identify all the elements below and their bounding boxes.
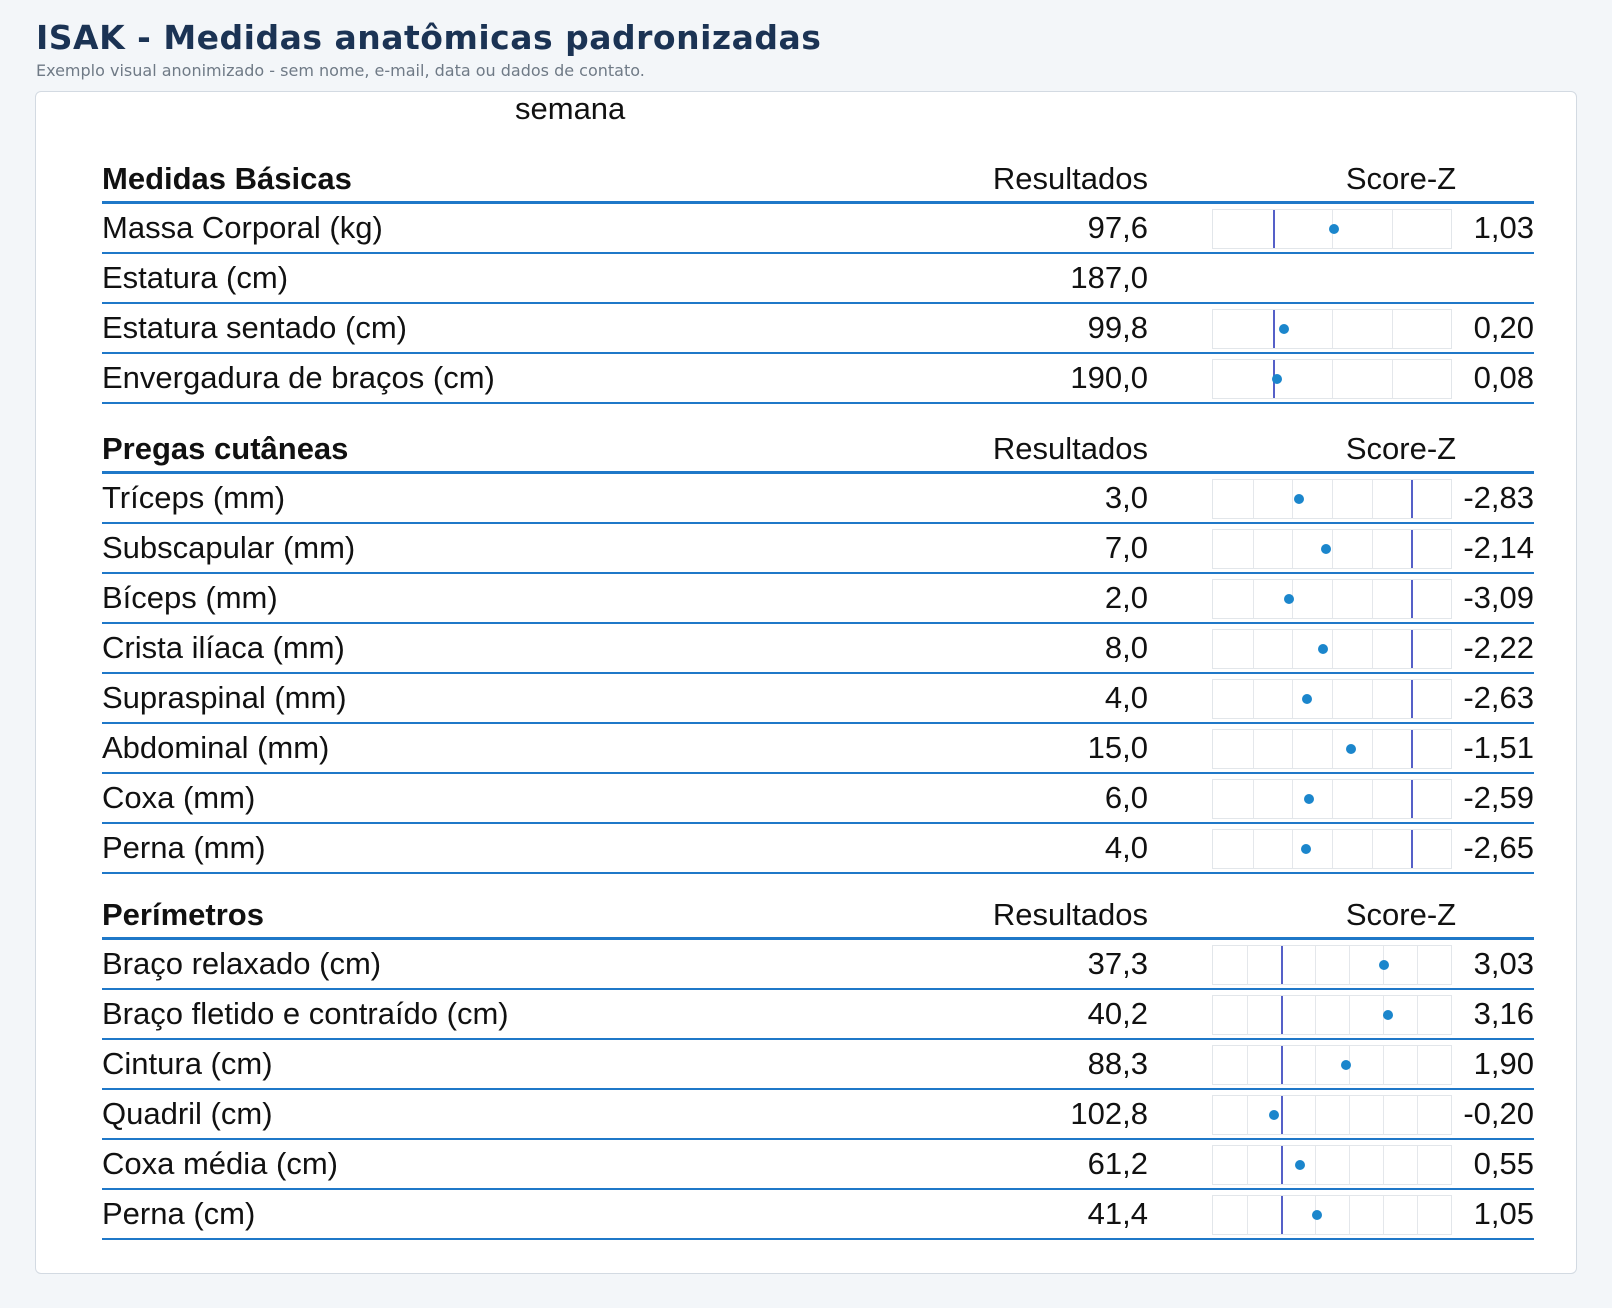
measurement-value: 187,0 [1070,260,1148,295]
measurement-value: 2,0 [1104,580,1148,615]
zscore-gridline [1383,1046,1384,1084]
zscore-gridline [1253,730,1254,768]
zscore-gridline [1417,1096,1418,1134]
zscore-gridline [1372,680,1373,718]
zscore-gridline [1292,780,1293,818]
measurement-value: 4,0 [1104,830,1148,865]
zscore-gridline [1247,946,1248,984]
zscore-value: 0,55 [1473,1146,1534,1181]
page-title: ISAK - Medidas anatômicas padronizadas [36,18,822,57]
zscore-reference-line [1281,1146,1283,1184]
zscore-bar [1212,679,1452,719]
zscore-gridline [1253,780,1254,818]
zscore-dot [1321,544,1331,554]
measurement-label: Tríceps (mm) [102,480,286,515]
measurement-row [102,254,1534,304]
measurement-label: Bíceps (mm) [102,580,278,615]
zscore-dot [1304,794,1314,804]
measurement-row [102,1090,1534,1140]
zscore-gridline [1392,310,1393,348]
zscore-gridline [1247,1046,1248,1084]
zscore-dot [1294,494,1304,504]
results-column-header: Resultados [992,161,1148,196]
zscore-gridline [1332,310,1333,348]
zscore-gridline [1253,580,1254,618]
zscore-column-header: Score-Z [1345,161,1457,196]
measurement-value: 40,2 [1087,996,1148,1031]
zscore-dot [1302,694,1312,704]
zscore-gridline [1417,1196,1418,1234]
zscore-dot [1379,960,1389,970]
zscore-gridline [1332,530,1333,568]
zscore-value: 3,16 [1473,996,1534,1031]
zscore-bar [1212,945,1452,985]
measurement-row [102,204,1534,254]
zscore-column-header: Score-Z [1345,897,1457,932]
zscore-bar [1212,829,1452,869]
measurement-value: 99,8 [1087,310,1148,345]
zscore-gridline [1349,946,1350,984]
measurement-label: Massa Corporal (kg) [102,210,383,245]
zscore-bar [1212,629,1452,669]
measurement-value: 6,0 [1104,780,1148,815]
section-3 [102,891,1534,1240]
measurement-value: 3,0 [1104,480,1148,515]
zscore-dot [1279,324,1289,334]
zscore-value: -0,20 [1463,1096,1534,1131]
zscore-reference-line [1411,480,1413,518]
measurement-value: 7,0 [1104,530,1148,565]
section-header [102,891,1534,940]
section-title: Perímetros [102,897,264,932]
measurement-value: 8,0 [1104,630,1148,665]
section-header [102,155,1534,204]
zscore-gridline [1349,1146,1350,1184]
zscore-gridline [1247,1196,1248,1234]
measurement-row [102,674,1534,724]
zscore-bar [1212,995,1452,1035]
zscore-gridline [1332,830,1333,868]
measurement-value: 102,8 [1070,1096,1148,1131]
zscore-gridline [1332,630,1333,668]
zscore-reference-line [1273,210,1275,248]
zscore-dot [1318,644,1328,654]
zscore-gridline [1392,210,1393,248]
zscore-dot [1346,744,1356,754]
measurement-label: Coxa (mm) [102,780,256,815]
zscore-gridline [1372,730,1373,768]
zscore-dot [1329,224,1339,234]
measurement-row [102,474,1534,524]
results-column-header: Resultados [992,431,1148,466]
zscore-bar [1212,1195,1452,1235]
measurement-value: 4,0 [1104,680,1148,715]
measurement-label: Envergadura de braços (cm) [102,360,495,395]
measurement-label: Perna (mm) [102,830,266,865]
measurement-value: 15,0 [1087,730,1148,765]
measurement-value: 97,6 [1087,210,1148,245]
zscore-gridline [1292,630,1293,668]
zscore-value: -3,09 [1463,580,1534,615]
zscore-bar [1212,479,1452,519]
zscore-bar [1212,1045,1452,1085]
zscore-value: -2,59 [1463,780,1534,815]
measurement-value: 37,3 [1087,946,1148,981]
zscore-value: -2,22 [1463,630,1534,665]
zscore-gridline [1349,1096,1350,1134]
measurement-label: Subscapular (mm) [102,530,356,565]
zscore-bar [1212,1095,1452,1135]
zscore-gridline [1247,1146,1248,1184]
zscore-gridline [1417,1046,1418,1084]
measurement-value: 41,4 [1087,1196,1148,1231]
zscore-reference-line [1281,996,1283,1034]
zscore-value: -2,65 [1463,830,1534,865]
measurement-value: 61,2 [1087,1146,1148,1181]
zscore-value: 1,05 [1473,1196,1534,1231]
zscore-bar [1212,729,1452,769]
measurement-row [102,1190,1534,1240]
measurement-row [102,524,1534,574]
zscore-bar [1212,1145,1452,1185]
zscore-gridline [1349,996,1350,1034]
zscore-value: -2,14 [1463,530,1534,565]
zscore-gridline [1247,996,1248,1034]
zscore-gridline [1315,996,1316,1034]
zscore-value: 1,03 [1473,210,1534,245]
zscore-gridline [1417,1146,1418,1184]
measurement-label: Abdominal (mm) [102,730,330,765]
zscore-gridline [1253,830,1254,868]
measurement-row [102,1140,1534,1190]
zscore-gridline [1372,630,1373,668]
zscore-gridline [1292,830,1293,868]
measurement-row [102,1040,1534,1090]
zscore-value: 0,20 [1473,310,1534,345]
measurement-label: Quadril (cm) [102,1096,273,1131]
zscore-gridline [1315,946,1316,984]
zscore-dot [1312,1210,1322,1220]
zscore-bar [1212,779,1452,819]
zscore-gridline [1315,1146,1316,1184]
zscore-gridline [1372,530,1373,568]
zscore-dot [1272,374,1282,384]
measurement-label: Crista ilíaca (mm) [102,630,345,665]
zscore-gridline [1372,580,1373,618]
zscore-reference-line [1411,730,1413,768]
zscore-value: -2,63 [1463,680,1534,715]
section-header [102,425,1534,474]
zscore-dot [1269,1110,1279,1120]
zscore-dot [1383,1010,1393,1020]
zscore-gridline [1315,1046,1316,1084]
zscore-gridline [1253,680,1254,718]
zscore-gridline [1372,480,1373,518]
week-label: semana [515,91,626,126]
measurement-label: Estatura sentado (cm) [102,310,407,345]
results-column-header: Resultados [992,897,1148,932]
measurement-row [102,724,1534,774]
zscore-gridline [1332,680,1333,718]
measurement-label: Braço relaxado (cm) [102,946,382,981]
measurement-label: Supraspinal (mm) [102,680,347,715]
zscore-value: -1,51 [1463,730,1534,765]
zscore-dot [1295,1160,1305,1170]
zscore-gridline [1253,630,1254,668]
measurement-label: Coxa média (cm) [102,1146,338,1181]
zscore-gridline [1292,730,1293,768]
zscore-reference-line [1273,310,1275,348]
zscore-reference-line [1411,830,1413,868]
zscore-value: 1,90 [1473,1046,1534,1081]
section-2 [102,425,1534,874]
zscore-gridline [1332,480,1333,518]
zscore-bar [1212,359,1452,399]
zscore-gridline [1372,830,1373,868]
zscore-dot [1341,1060,1351,1070]
measurement-label: Estatura (cm) [102,260,289,295]
zscore-gridline [1292,530,1293,568]
zscore-bar [1212,209,1452,249]
section-title: Pregas cutâneas [102,431,349,466]
zscore-gridline [1383,1146,1384,1184]
zscore-gridline [1332,580,1333,618]
zscore-gridline [1383,1096,1384,1134]
zscore-gridline [1392,360,1393,398]
measurement-row [102,574,1534,624]
zscore-value: 0,08 [1473,360,1534,395]
zscore-reference-line [1411,780,1413,818]
zscore-gridline [1253,530,1254,568]
zscore-reference-line [1281,946,1283,984]
zscore-bar [1212,529,1452,569]
zscore-gridline [1332,730,1333,768]
measurement-label: Cintura (cm) [102,1046,273,1081]
zscore-reference-line [1281,1096,1283,1134]
zscore-gridline [1417,996,1418,1034]
zscore-gridline [1383,1196,1384,1234]
zscore-reference-line [1411,630,1413,668]
measurement-row [102,354,1534,404]
zscore-gridline [1315,1096,1316,1134]
section-title: Medidas Básicas [102,161,352,196]
zscore-dot [1284,594,1294,604]
zscore-gridline [1332,360,1333,398]
zscore-reference-line [1411,680,1413,718]
measurement-row [102,940,1534,990]
zscore-bar [1212,579,1452,619]
zscore-reference-line [1281,1196,1283,1234]
measurement-label: Perna (cm) [102,1196,256,1231]
measurement-row [102,304,1534,354]
zscore-reference-line [1411,580,1413,618]
zscore-gridline [1253,480,1254,518]
zscore-dot [1301,844,1311,854]
measurement-row [102,624,1534,674]
zscore-bar [1212,309,1452,349]
zscore-reference-line [1281,1046,1283,1084]
page-subtitle: Exemplo visual anonimizado - sem nome, e-mail, data ou dados de contato. [36,61,645,80]
zscore-gridline [1349,1196,1350,1234]
zscore-value: 3,03 [1473,946,1534,981]
measurement-value: 88,3 [1087,1046,1148,1081]
zscore-gridline [1372,780,1373,818]
measurement-value: 190,0 [1070,360,1148,395]
zscore-gridline [1292,680,1293,718]
zscore-gridline [1247,1096,1248,1134]
measurement-row [102,990,1534,1040]
section-1 [102,155,1534,404]
zscore-column-header: Score-Z [1345,431,1457,466]
measurement-row [102,824,1534,874]
measurement-row [102,774,1534,824]
zscore-value: -2,83 [1463,480,1534,515]
zscore-reference-line [1411,530,1413,568]
zscore-gridline [1332,780,1333,818]
measurement-label: Braço fletido e contraído (cm) [102,996,509,1031]
zscore-gridline [1417,946,1418,984]
